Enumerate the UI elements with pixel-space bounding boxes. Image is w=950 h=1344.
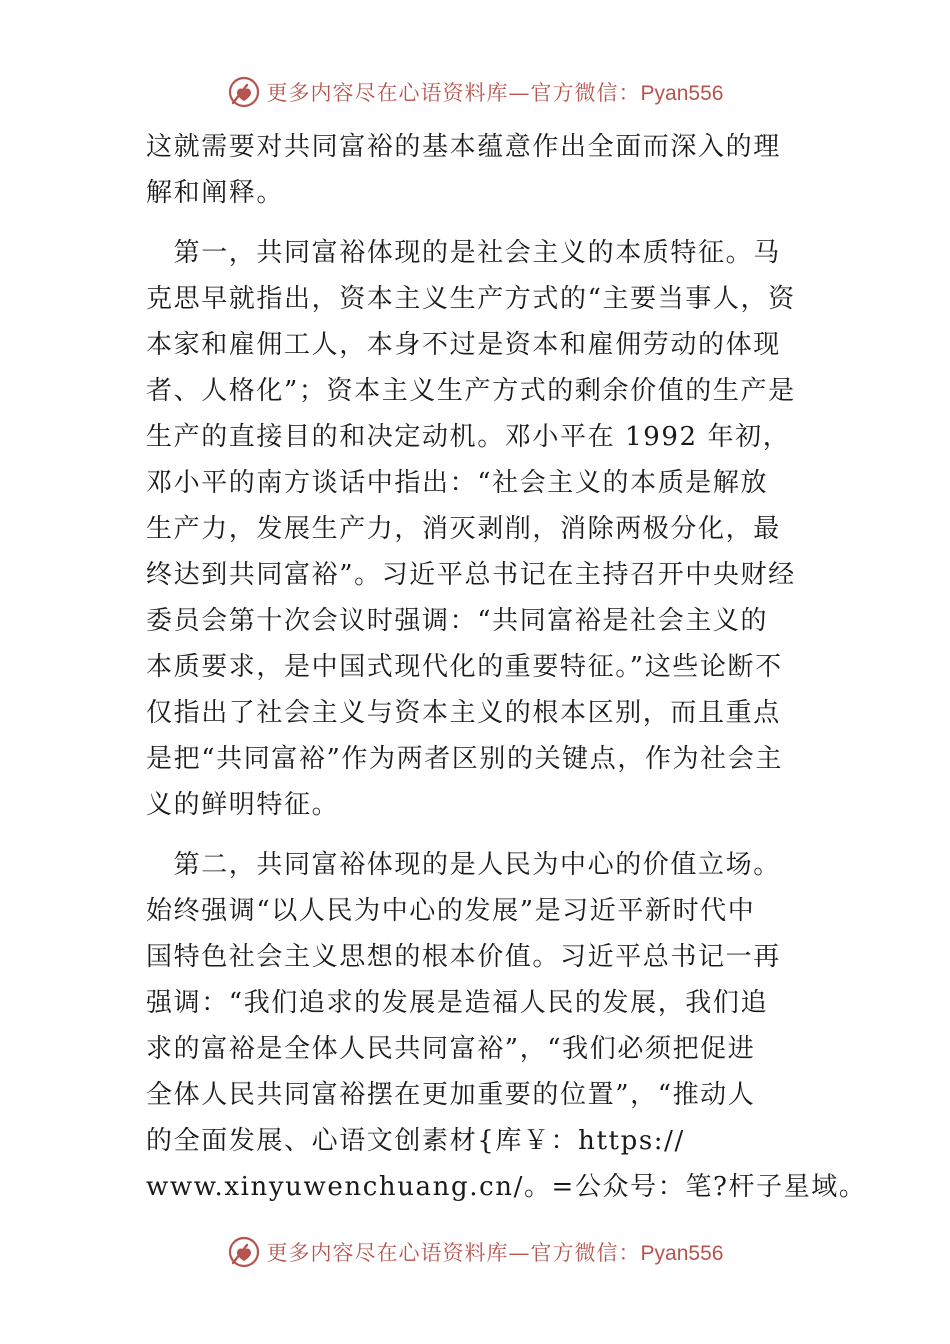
text-line: www.xinyuwenchuang.cn/。=公众号：笔?杆子星域。 [146,1172,867,1202]
paragraph-1 [146,124,806,216]
pen-heart-logo-icon [227,1235,261,1269]
text-line: 义的鲜明特征。 [146,790,340,820]
text-line: 生产的直接目的和决定动机。邓小平在 1992 年初， [146,422,791,452]
text-line: 始终强调“以人民为中心的发展”是习近平新时代中 [146,896,756,926]
paragraph-3 [146,842,867,1210]
text-line: 生产力，发展生产力，消灭剥削，消除两极分化，最 [146,514,781,544]
header-banner [0,72,950,112]
banner-text: 更多内容尽在心语资料库—官方微信：Pyan556 [266,81,724,105]
pen-heart-logo-icon [227,75,261,109]
wechat-id: Pyan556 [640,1242,724,1265]
text-line: 终达到共同富裕”。习近平总书记在主持召开中央财经 [146,560,796,590]
text-line: 者、人格化”；资本主义生产方式的剩余价值的生产是 [146,376,796,406]
text-line: 求的富裕是全体人民共同富裕”，“我们必须把促进 [146,1034,756,1064]
text-line: 强调：“我们追求的发展是造福人民的发展，我们追 [146,988,769,1018]
document-body [146,124,867,1210]
text-line: 全体人民共同富裕摆在更加重要的位置”，“推动人 [146,1080,756,1110]
text-line: 解和阐释。 [146,178,285,208]
text-line: 是把“共同富裕”作为两者区别的关键点，作为社会主 [146,744,783,774]
text-line: 邓小平的南方谈话中指出：“社会主义的本质是解放 [146,468,769,498]
banner-text: 更多内容尽在心语资料库—官方微信：Pyan556 [266,1241,724,1265]
wechat-id: Pyan556 [640,82,724,105]
text-line: 委员会第十次会议时强调：“共同富裕是社会主义的 [146,606,769,636]
text-line: 的全面发展、心语文创素材{库￥：https:// [146,1126,685,1156]
text-line: 国特色社会主义思想的根本价值。习近平总书记一再 [146,942,781,972]
text-line: 仅指出了社会主义与资本主义的根本区别，而且重点 [146,698,781,728]
text-line: 第二，共同富裕体现的是人民为中心的价值立场。 [146,850,781,880]
text-line: 本质要求，是中国式现代化的重要特征。”这些论断不 [146,652,783,682]
paragraph-2 [146,230,806,828]
text-line: 第一，共同富裕体现的是社会主义的本质特征。马 [146,238,781,268]
text-line: 克思早就指出，资本主义生产方式的“主要当事人，资 [146,284,796,314]
text-line: 这就需要对共同富裕的基本蕴意作出全面而深入的理 [146,132,781,162]
text-line: 本家和雇佣工人，本身不过是资本和雇佣劳动的体现 [146,330,781,360]
footer-banner [0,1232,950,1272]
